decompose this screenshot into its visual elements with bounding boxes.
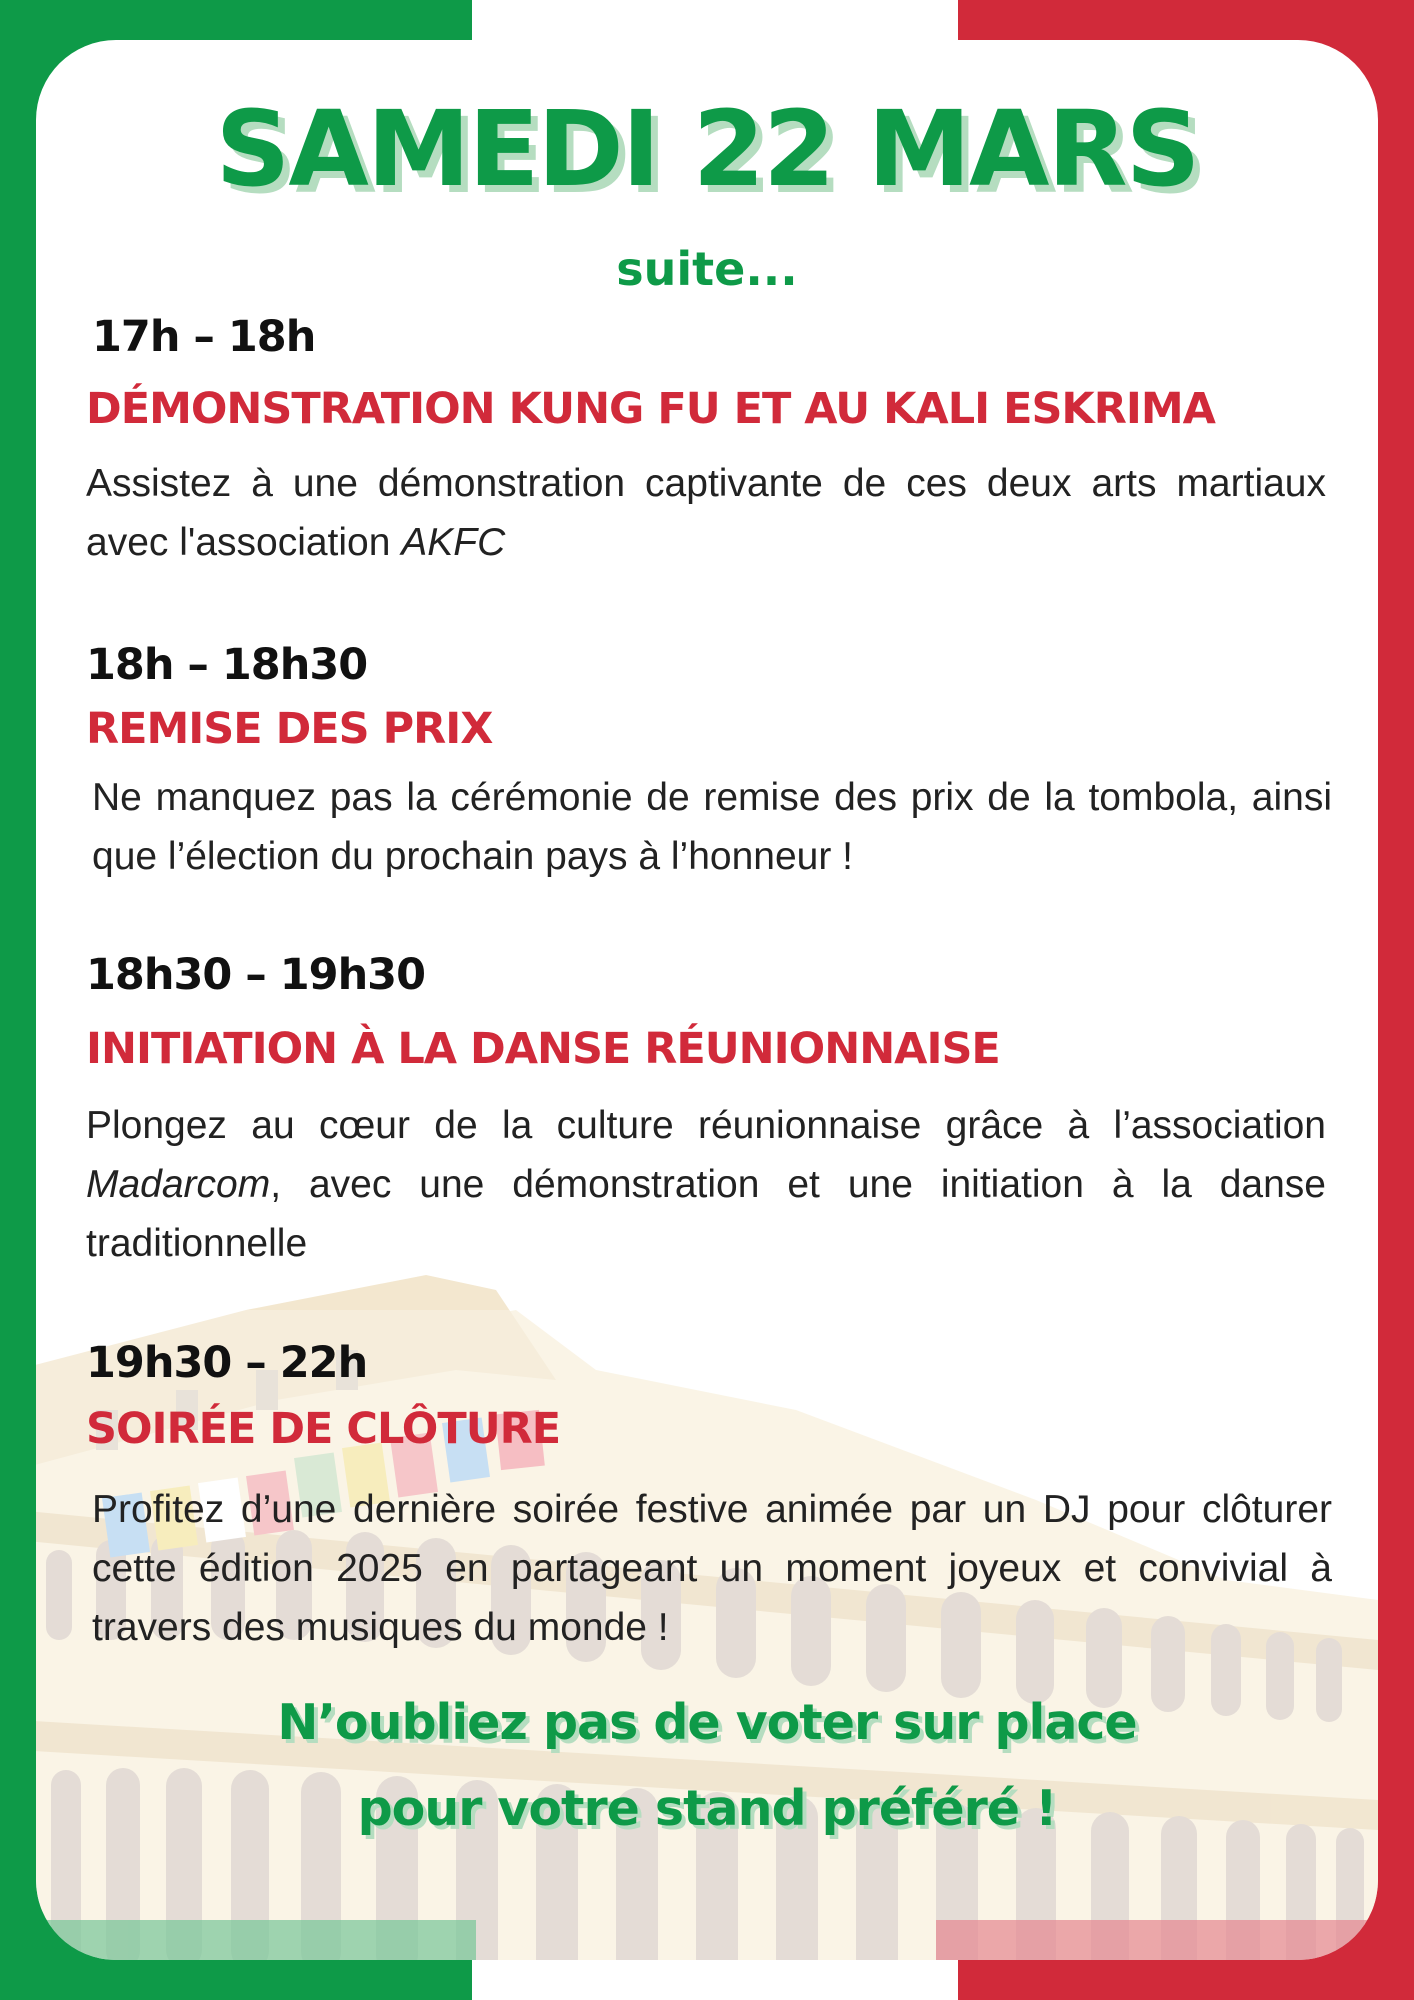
event-description: Ne manquez pas la cérémonie de remise des prix de la tombola, ainsi que l’élection du prochain pays à l’honneur !	[92, 776, 1332, 878]
subtitle: suite...	[616, 242, 798, 296]
event-title: REMISE DES PRIX	[86, 704, 493, 754]
event-time: 18h30 – 19h30	[86, 950, 426, 1000]
event-title: INITIATION À LA DANSE RÉUNIONNAISE	[86, 1024, 1000, 1074]
poster-card	[36, 40, 1378, 1960]
event-title: DÉMONSTRATION KUNG FU ET AU KALI ESKRIMA	[86, 384, 1215, 434]
event-description: Profitez d’une dernière soirée festive animée par un DJ pour clôturer cette édition 2025 en partageant un moment joyeux et convivial à travers des musiques du monde !	[92, 1488, 1332, 1649]
poster-content	[36, 40, 1378, 1960]
vote-reminder-line1: N’oubliez pas de voter sur place	[277, 1694, 1137, 1751]
event-title: SOIRÉE DE CLÔTURE	[86, 1404, 561, 1454]
event-time: 19h30 – 22h	[86, 1338, 368, 1388]
event-time: 17h – 18h	[92, 312, 316, 362]
event-time: 18h – 18h30	[86, 640, 368, 690]
event-description: Plongez au cœur de la culture réunionnaise grâce à l’association Madarcom, avec une démonstration et une initiation à la danse traditionnelle	[86, 1104, 1326, 1265]
page-title: SAMEDI 22 MARS	[215, 88, 1199, 210]
vote-reminder-line2: pour votre stand préféré !	[357, 1780, 1057, 1837]
event-description: Assistez à une démonstration captivante de ces deux arts martiaux avec l'association AKFC	[86, 462, 1326, 564]
